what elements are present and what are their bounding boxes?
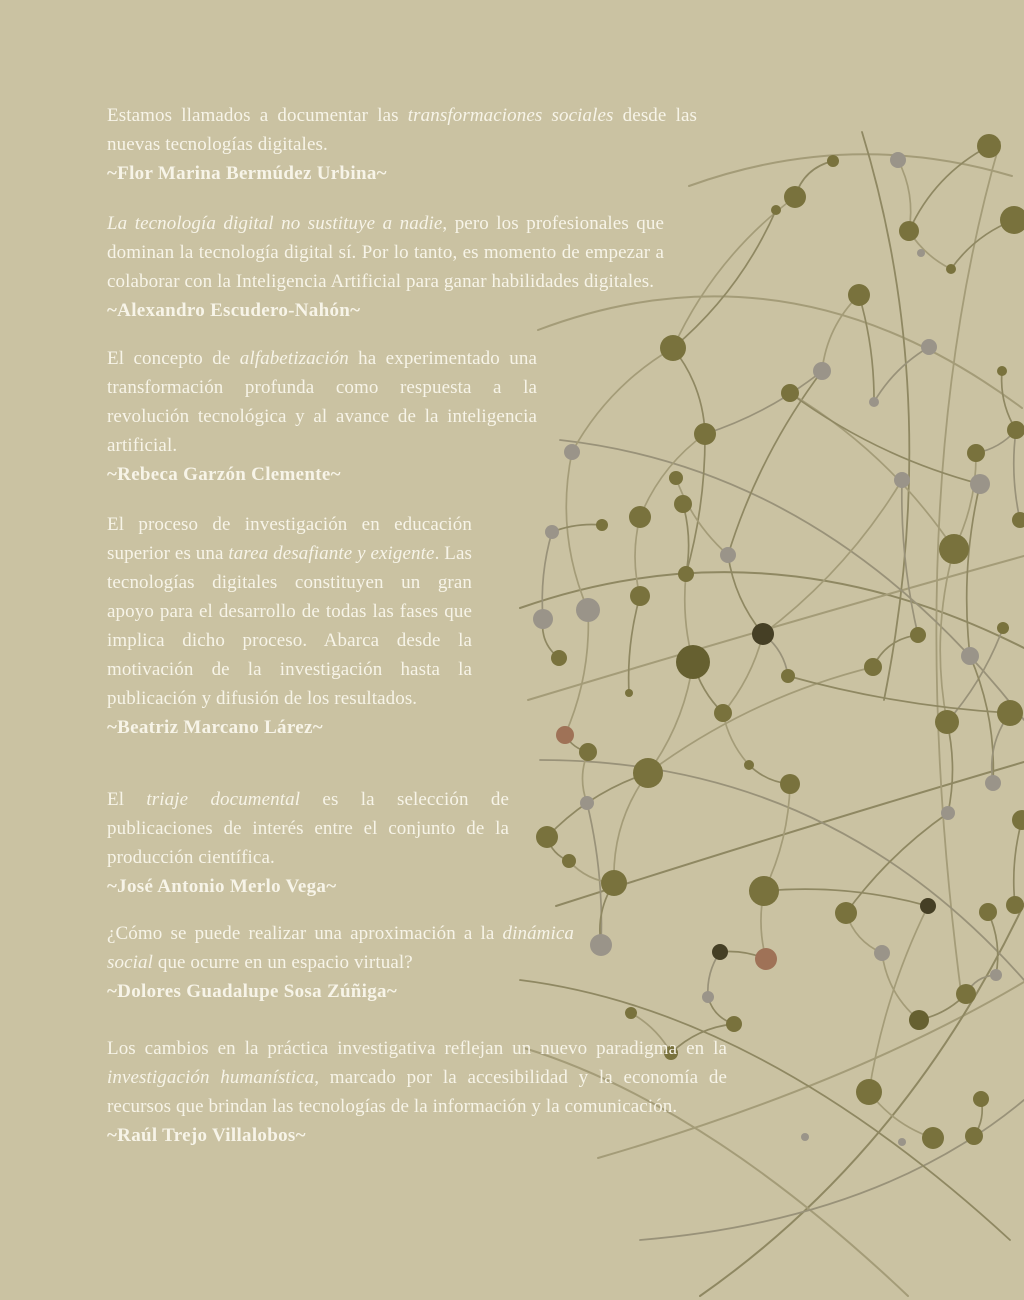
network-node [941, 806, 955, 820]
network-node [856, 1079, 882, 1105]
network-node [973, 1091, 989, 1107]
quote-segment: El concepto de [107, 348, 240, 369]
quote-emphasis: transformaciones sociales [407, 105, 614, 126]
network-edge [874, 347, 929, 402]
network-edge [940, 549, 954, 722]
network-edge [859, 295, 874, 402]
quotes-column [107, 101, 727, 1150]
network-node [781, 384, 799, 402]
network-node [922, 1127, 944, 1149]
network-node [874, 945, 890, 961]
network-node [899, 221, 919, 241]
network-node [784, 186, 806, 208]
quote-attribution: ~Dolores Guadalupe Sosa Zúñiga~ [107, 981, 398, 1002]
quote-text [107, 919, 574, 977]
network-arc [689, 154, 1012, 186]
quote-text [107, 510, 472, 713]
network-node [997, 700, 1023, 726]
quote-segment: , pero los profesionales que dominan la tecnología digital sí. Por lo tanto, es momento de empezar a colaborar con la Inteligencia Artificial para ganar habilidades digitales. [107, 213, 664, 292]
network-node [1012, 810, 1024, 830]
network-edge [902, 480, 918, 635]
network-node [752, 623, 774, 645]
network-node [1000, 206, 1024, 234]
network-edge [909, 146, 989, 231]
quote-segment: . Las tecnologías digitales constituyen un gran apoyo para el desarrollo de todas las fases que implica dicho proceso. Abarca desde la motivación de la investigación hasta la publicación y difusión de los resultados. [107, 543, 473, 709]
network-node [1006, 896, 1024, 914]
quote-segment: es la selección de publicaciones de interés entre el conjunto de la producción científica. [107, 789, 509, 868]
network-node [771, 205, 781, 215]
network-node [755, 948, 777, 970]
network-edge [790, 393, 980, 484]
quote-block [107, 919, 574, 1006]
network-node [979, 903, 997, 921]
network-node [970, 474, 990, 494]
quote-segment: ha experimentado una transformación profunda como respuesta a la revolución tecnológica y al avance de la inteligencia artificial. [107, 348, 537, 456]
network-node [869, 397, 879, 407]
quote-emphasis: dinámica social [107, 923, 574, 973]
quote-block [107, 785, 509, 901]
network-node [990, 969, 1002, 981]
network-edge [728, 371, 822, 555]
network-edge [947, 722, 953, 813]
network-node [935, 710, 959, 734]
network-node [749, 876, 779, 906]
network-node [835, 902, 857, 924]
quote-attribution: ~Rebeca Garzón Clemente~ [107, 464, 341, 485]
network-node [890, 152, 906, 168]
quote-segment: , marcado por la accesibilidad y la economía de recursos que brindan las tecnologías de la información y la comunicación. [107, 1067, 727, 1117]
quote-segment: ¿Cómo se puede realizar una aproximación a la [107, 923, 503, 944]
network-edge [1014, 820, 1022, 905]
network-edge [723, 634, 763, 713]
network-node [726, 1016, 742, 1032]
quote-attribution: ~Beatriz Marcano Lárez~ [107, 717, 323, 738]
quote-emphasis: La tecnología digital no sustituye a nadie [107, 213, 443, 234]
network-node [946, 264, 956, 274]
quote-block [107, 209, 664, 325]
quote-attribution: ~Alexandro Escudero-Nahón~ [107, 300, 361, 321]
quote-segment: que ocurre en un espacio virtual? [153, 952, 413, 973]
network-node [920, 898, 936, 914]
network-node [813, 362, 831, 380]
quote-block [107, 1034, 727, 1150]
quote-attribution: ~Raúl Trejo Villalobos~ [107, 1125, 306, 1146]
network-node [965, 1127, 983, 1145]
quote-emphasis: alfabetización [239, 348, 349, 369]
network-node [781, 669, 795, 683]
quote-segment: Estamos llamados a documentar las [107, 105, 408, 126]
network-node [956, 984, 976, 1004]
quote-attribution: ~Flor Marina Bermúdez Urbina~ [107, 163, 387, 184]
quote-segment: Los cambios en la práctica investigativa reflejan un nuevo paradigma en la [107, 1038, 727, 1059]
network-node [744, 760, 754, 770]
quote-segment: El proceso de investigación en educación superior es una [107, 514, 472, 564]
network-node [898, 1138, 906, 1146]
quote-segment: desde las nuevas tecnologías digitales. [107, 105, 697, 155]
network-node [909, 1010, 929, 1030]
network-node [1012, 512, 1024, 528]
network-edge [1014, 430, 1020, 520]
network-node [827, 155, 839, 167]
quote-emphasis: investigación humanística [107, 1067, 315, 1088]
quote-text [107, 101, 697, 159]
quote-block [107, 101, 697, 188]
network-node [801, 1133, 809, 1141]
network-edge [1002, 371, 1016, 430]
quote-emphasis: tarea desafiante y exigente [228, 543, 435, 564]
network-edge [898, 160, 911, 231]
network-node [848, 284, 870, 306]
network-node [997, 366, 1007, 376]
network-node [864, 658, 882, 676]
quote-text [107, 1034, 727, 1121]
network-node [985, 775, 1001, 791]
quote-attribution: ~José Antonio Merlo Vega~ [107, 876, 337, 897]
network-node [894, 472, 910, 488]
network-node [961, 647, 979, 665]
network-edge [822, 295, 859, 371]
network-edge [728, 555, 763, 634]
network-arc [862, 132, 909, 700]
network-node [780, 774, 800, 794]
quote-text [107, 785, 509, 872]
network-node [977, 134, 1001, 158]
quote-segment: El [107, 789, 147, 810]
quote-emphasis: triaje documental [146, 789, 301, 810]
network-node [917, 249, 925, 257]
quote-text [107, 344, 537, 460]
network-node [967, 444, 985, 462]
quote-block [107, 510, 472, 742]
quote-block [107, 344, 537, 489]
network-node [997, 622, 1009, 634]
quote-text [107, 209, 664, 296]
network-node [921, 339, 937, 355]
network-node [910, 627, 926, 643]
network-node [939, 534, 969, 564]
